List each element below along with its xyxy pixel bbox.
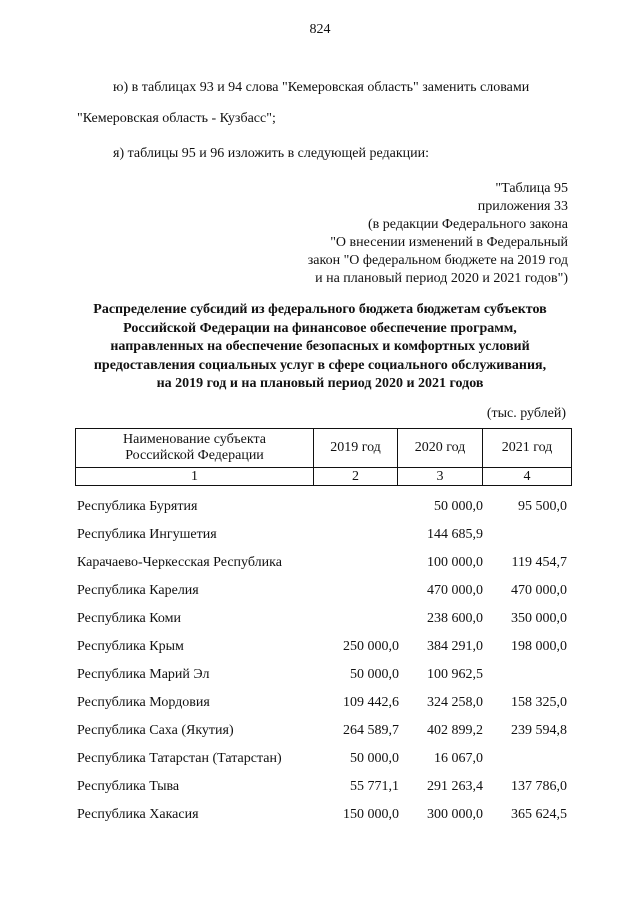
paragraph-amendment-yu: ю) в таблицах 93 и 94 слова "Кемеровская область" заменить словами xyxy=(113,80,530,95)
value-2019: 109 442,6 xyxy=(343,695,399,710)
table-row xyxy=(77,583,570,611)
column-number: 4 xyxy=(483,468,572,486)
column-number: 2 xyxy=(314,468,398,486)
table-row xyxy=(77,779,570,807)
column-number: 3 xyxy=(398,468,483,486)
table-row xyxy=(77,527,570,555)
value-2021: 365 624,5 xyxy=(511,807,567,822)
table-row xyxy=(77,807,570,835)
header-name-line: Наименование субъекта xyxy=(123,432,266,447)
value-2021: 137 786,0 xyxy=(511,779,567,794)
paragraph-kuzbass: "Кемеровская область - Кузбасс"; xyxy=(77,111,276,126)
region-name: Республика Саха (Якутия) xyxy=(77,723,234,738)
title-line: предоставления социальных услуг в сфере социального обслуживания, xyxy=(93,357,547,373)
reference-line: (в редакции Федерального закона xyxy=(368,217,568,232)
value-2020: 100 962,5 xyxy=(427,667,483,682)
title-line: направленных на обеспечение безопасных и комфортных условий xyxy=(110,339,530,354)
header-2020: 2020 год xyxy=(398,429,483,468)
table-header xyxy=(75,428,572,486)
reference-line: закон "О федеральном бюджете на 2019 год xyxy=(307,253,568,268)
value-2020: 238 600,0 xyxy=(427,611,483,626)
title-line: Российской Федерации на финансовое обеспечение программ, xyxy=(123,320,517,336)
region-name: Республика Ингушетия xyxy=(77,527,217,542)
table-row xyxy=(77,723,570,751)
region-name: Республика Татарстан (Татарстан) xyxy=(77,751,282,766)
region-name: Республика Хакасия xyxy=(77,807,199,822)
header-region-name xyxy=(76,429,314,468)
value-2019: 150 000,0 xyxy=(343,807,399,822)
header-name-line: Российской Федерации xyxy=(125,448,264,463)
value-2020: 384 291,0 xyxy=(427,639,483,654)
reference-line: приложения 33 xyxy=(477,199,568,214)
value-2021: 198 000,0 xyxy=(511,639,567,654)
value-2020: 291 263,4 xyxy=(427,779,483,794)
value-2020: 100 000,0 xyxy=(427,555,483,570)
column-number: 1 xyxy=(76,468,314,486)
value-2021: 95 500,0 xyxy=(518,499,567,514)
region-name: Республика Бурятия xyxy=(77,499,198,514)
region-name: Республика Крым xyxy=(77,639,184,654)
value-2020: 50 000,0 xyxy=(434,499,483,514)
value-2019: 264 589,7 xyxy=(343,723,399,738)
table-row xyxy=(77,499,570,527)
table-row xyxy=(77,555,570,583)
region-name: Республика Мордовия xyxy=(77,695,210,710)
title-line: на 2019 год и на плановый период 2020 и 2021 годов xyxy=(156,376,484,391)
value-2021: 239 594,8 xyxy=(511,723,567,738)
table-title xyxy=(70,301,570,394)
table-reference xyxy=(230,180,568,288)
value-2020: 324 258,0 xyxy=(427,695,483,710)
paragraph-amendment-ya: я) таблицы 95 и 96 изложить в следующей редакции: xyxy=(113,146,430,161)
table-body xyxy=(77,499,570,835)
value-2021: 470 000,0 xyxy=(511,583,567,598)
table-row xyxy=(77,667,570,695)
page-number: 824 xyxy=(309,22,331,37)
region-name: Республика Марий Эл xyxy=(77,667,210,682)
value-2019: 50 000,0 xyxy=(350,667,399,682)
value-2020: 16 067,0 xyxy=(434,751,483,766)
region-name: Республика Карелия xyxy=(77,583,199,598)
value-2021: 350 000,0 xyxy=(511,611,567,626)
table-row xyxy=(77,695,570,723)
reference-line: и на плановый период 2020 и 2021 годов") xyxy=(315,271,568,286)
value-2019: 50 000,0 xyxy=(350,751,399,766)
region-name: Республика Коми xyxy=(77,611,181,626)
reference-line: "Таблица 95 xyxy=(495,181,568,196)
value-2020: 402 899,2 xyxy=(427,723,483,738)
value-2019: 250 000,0 xyxy=(343,639,399,654)
units-label: (тыс. рублей) xyxy=(486,406,566,421)
value-2019: 55 771,1 xyxy=(350,779,399,794)
region-name: Карачаево-Черкесская Республика xyxy=(77,555,282,570)
header-2021: 2021 год xyxy=(483,429,572,468)
region-name: Республика Тыва xyxy=(77,779,180,794)
value-2021: 158 325,0 xyxy=(511,695,567,710)
reference-line: "О внесении изменений в Федеральный xyxy=(330,235,568,250)
value-2020: 300 000,0 xyxy=(427,807,483,822)
header-2019: 2019 год xyxy=(314,429,398,468)
table-row xyxy=(77,611,570,639)
table-row xyxy=(77,751,570,779)
value-2021: 119 454,7 xyxy=(511,555,567,570)
table-row xyxy=(77,639,570,667)
value-2020: 144 685,9 xyxy=(427,527,483,542)
value-2020: 470 000,0 xyxy=(427,583,483,598)
title-line: Распределение субсидий из федерального бюджета бюджетам субъектов xyxy=(93,302,547,317)
